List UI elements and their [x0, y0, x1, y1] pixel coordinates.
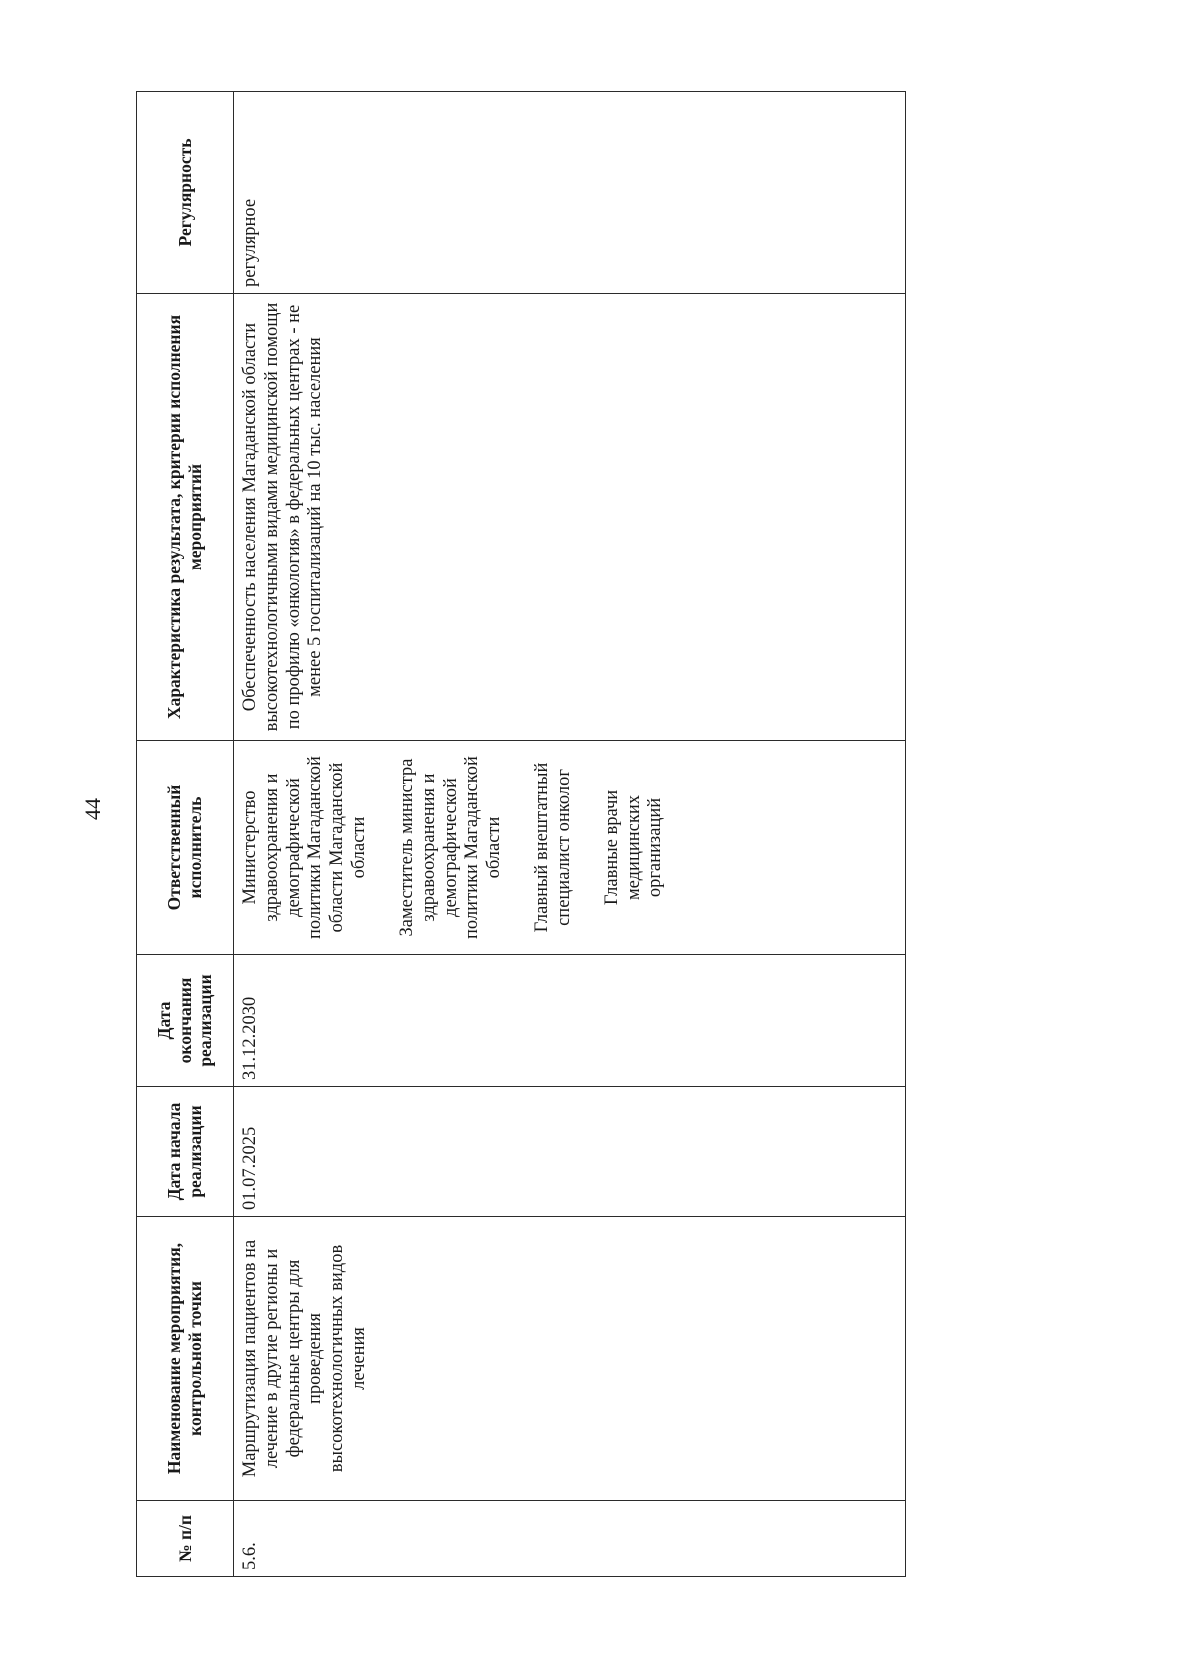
cell-responsible	[234, 741, 906, 955]
header-num: № п/п	[137, 1501, 234, 1577]
cell-num: 5.6.	[234, 1501, 906, 1577]
table-rotated-container	[136, 92, 906, 1577]
header-characteristic: Характеристика результата, критерии исполнения мероприятий	[137, 294, 234, 741]
header-regularity: Регулярность	[137, 92, 234, 294]
header-responsible: Ответственный исполнитель	[137, 741, 234, 955]
cell-start-date: 01.07.2025	[234, 1087, 906, 1217]
cell-regularity: регулярное	[234, 92, 906, 294]
table-row	[234, 92, 906, 1577]
cell-characteristic: Обеспеченность населения Магаданской области высокотехнологичными видами медицинской помощи по профилю «онкология» в федеральных центрах - не менее 5 госпитализаций на 10 тыс. населения	[234, 294, 906, 741]
cell-end-date: 31.12.2030	[234, 955, 906, 1087]
responsible-chief-oncologist: Главный внештатный специалист онколог	[532, 762, 574, 933]
responsible-ministry: Министерство здравоохранения и демографической политики Магаданской области Магаданской области	[240, 756, 370, 939]
header-end-date: Дата окончания реализации	[137, 955, 234, 1087]
header-name: Наименование мероприятия, контрольной точки	[137, 1217, 234, 1501]
table-header-row	[137, 92, 234, 1577]
plan-table	[136, 91, 906, 1577]
responsible-deputy-minister: Заместитель министра здравоохранения и демографической политики Магаданской области	[396, 756, 505, 939]
responsible-chief-doctors: Главные врачи медицинских организаций	[601, 789, 666, 906]
page-number: 44	[80, 798, 105, 820]
header-start-date: Дата начала реализации	[137, 1087, 234, 1217]
cell-name: Маршрутизация пациентов на лечение в другие регионы и федеральные центры для проведения высокотехнологичных видов лечения	[234, 1217, 906, 1501]
